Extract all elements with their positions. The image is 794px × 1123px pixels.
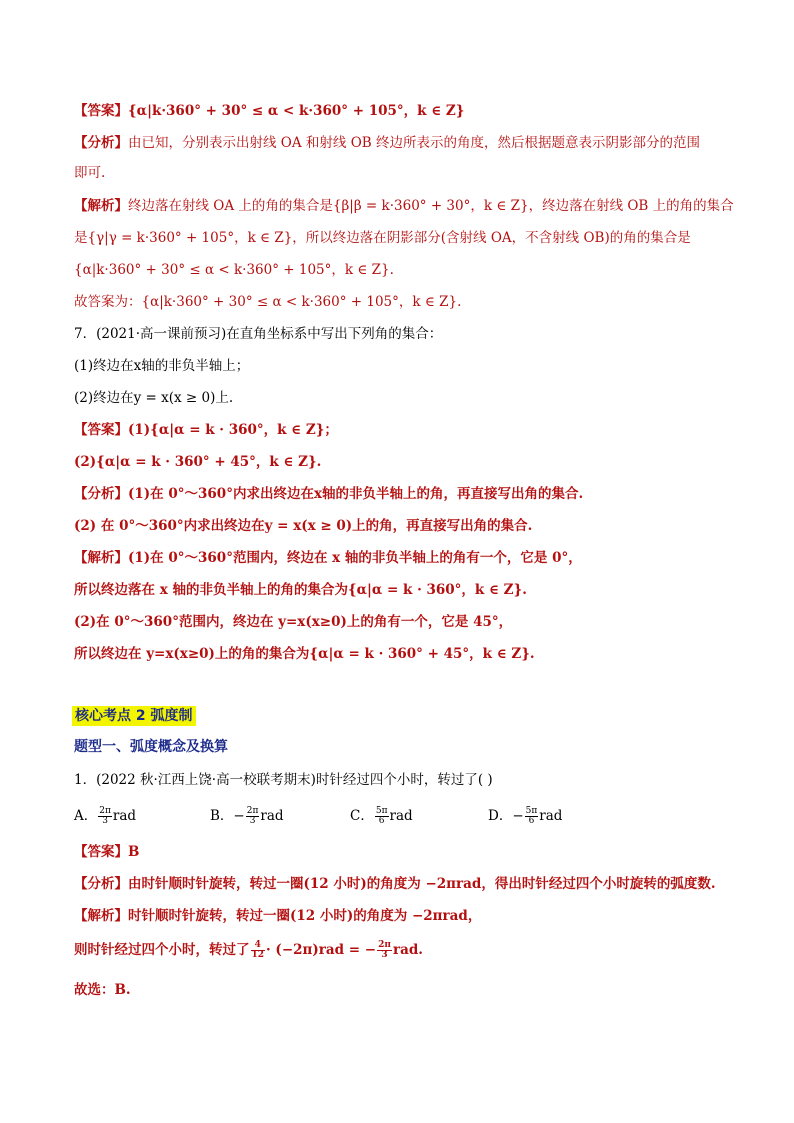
answer-text: (1){α|α = k · 360°，k ∈ Z}；	[128, 422, 338, 438]
analysis-line-7b: (2) 在 0°～360°内求出终边在y = x(x ≥ 0)上的角，再直接写出角的集合.	[74, 518, 533, 534]
section-heading: 核心考点 2 弧度制	[72, 706, 196, 726]
analysis-tag: 【分析】	[74, 876, 128, 892]
solution-line-1a	[74, 906, 481, 926]
analysis-text: 由时针顺时针旋转，转过一圈(12 小时)的角度为 −2πrad，得出时针经过四个小时旋转的弧度数.	[128, 876, 716, 892]
solution-line-6b: 是{γ|γ = k·360° + 105°，k ∈ Z}，所以终边落在阴影部分(含射线 OA，不含射线 OB)的角的集合是	[74, 230, 691, 246]
answer-line-7a	[74, 420, 338, 440]
solution-tag: 【解析】	[74, 908, 128, 924]
solution-text: 终边落在射线 OA 上的角的集合是{β|β = k·360° + 30°，k ∈ Z}，终边落在射线 OB 上的角的集合	[128, 198, 734, 214]
solution-line-6a	[74, 196, 734, 216]
fraction: $\frac{2\pi}{3}$	[99, 806, 111, 826]
analysis-line-1	[74, 874, 716, 894]
question-7-part-2: (2)终边在y = x(x ≥ 0)上.	[74, 390, 234, 406]
analysis-line-7a	[74, 484, 583, 504]
answer-tag: 【答案】	[74, 103, 128, 119]
answer-text: {α|k·360° + 30° ≤ α < k·360° + 105°，k ∈ Z}	[128, 103, 465, 119]
question-1: 1．(2022 秋·江西上饶·高一校联考期末)时针经过四个小时，转过了( )	[74, 772, 493, 788]
analysis-line-6a	[74, 133, 700, 153]
option-b[interactable]: B．− $\frac{2\pi}{3}$ rad	[210, 806, 284, 826]
analysis-tag: 【分析】	[74, 135, 128, 151]
answer-line-1	[74, 842, 139, 862]
final-answer-1: 故选：B.	[74, 982, 131, 998]
section-subheading: 题型一、弧度概念及换算	[74, 739, 228, 755]
solution-tag: 【解析】	[74, 550, 128, 566]
analysis-tag: 【分析】	[74, 486, 128, 502]
fraction: $\frac{4}{12}$	[251, 940, 265, 960]
solution-tag: 【解析】	[74, 198, 128, 214]
final-answer-6: 故答案为：{α|k·360° + 30° ≤ α < k·360° + 105°，k ∈ Z}.	[74, 294, 462, 310]
answer-tag: 【答案】	[74, 844, 128, 860]
solution-line-1b: 则时针经过四个小时，转过了 $\frac{4}{12}$ · (−2π)rad = − $\frac{2\pi}{3}$ rad.	[74, 940, 423, 960]
answer-tag: 【答案】	[74, 422, 128, 438]
fraction: $\frac{2\pi}{3}$	[246, 806, 259, 826]
solution-line-7b: 所以终边落在 x 轴的非负半轴上的角的集合为{α|α = k · 360°，k ∈ Z}.	[74, 582, 527, 598]
answer-line-6	[74, 101, 464, 121]
fraction: $\frac{5\pi}{6}$	[375, 806, 388, 826]
fraction: $\frac{2\pi}{3}$	[378, 940, 391, 960]
solution-line-7c: (2)在 0°～360°范围内，终边在 y=x(x≥0)上的角有一个，它是 45°，	[74, 614, 513, 630]
question-7-part-1: (1)终边在x轴的非负半轴上；	[74, 358, 250, 374]
option-d[interactable]: D．− $\frac{5\pi}{6}$ rad	[488, 806, 563, 826]
analysis-text: 由已知，分别表示出射线 OA 和射线 OB 终边所表示的角度，然后根据题意表示阴影部分的范围	[128, 135, 700, 151]
analysis-line-6b: 即可.	[74, 165, 106, 181]
answer-text: B	[128, 844, 140, 860]
question-7: 7．(2021·高一课前预习)在直角坐标系中写出下列角的集合：	[74, 326, 443, 342]
solution-text: 时针顺时针旋转，转过一圈(12 小时)的角度为 −2πrad，	[128, 908, 482, 924]
option-a[interactable]: A． $\frac{2\pi}{3}$ rad	[74, 806, 137, 826]
solution-line-7d: 所以终边在 y=x(x≥0)上的角的集合为{α|α = k · 360° + 45°，k ∈ Z}.	[74, 646, 535, 662]
analysis-text: (1)在 0°～360°内求出终边在x轴的非负半轴上的角，再直接写出角的集合.	[128, 486, 584, 502]
solution-text: (1)在 0°～360°范围内，终边在 x 轴的非负半轴上的角有一个，它是 0°，	[128, 550, 582, 566]
answer-line-7b: (2){α|α = k · 360° + 45°，k ∈ Z}.	[74, 454, 322, 470]
solution-line-6c: {α|k·360° + 30° ≤ α < k·360° + 105°，k ∈ Z}.	[74, 262, 394, 278]
solution-line-7a	[74, 548, 582, 568]
fraction: $\frac{5\pi}{6}$	[525, 806, 538, 826]
option-c[interactable]: C． $\frac{5\pi}{6}$ rad	[350, 806, 413, 826]
